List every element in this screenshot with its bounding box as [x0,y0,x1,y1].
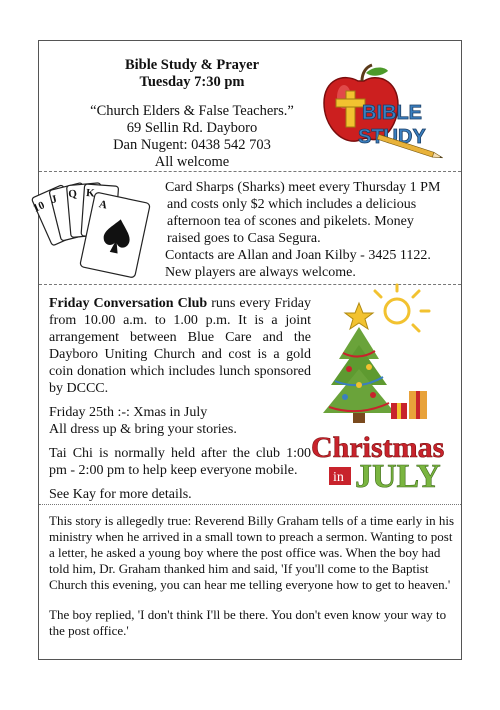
club-name: Friday Conversation Club [49,296,208,311]
xmas-dress-up: All dress up & bring your stories. [49,422,237,437]
bible-study-time: Tuesday 7:30 pm [139,74,245,90]
art-word-christmas: Christmas [311,431,445,464]
card-sharps-line: New players are always welcome. [165,265,356,280]
card-rank-a: A [97,198,109,212]
bible-study-notice [61,57,323,171]
bible-study-contact: Dan Nugent: 0438 542 703 [113,137,271,153]
billy-graham-story [49,513,457,653]
star-icon [345,303,373,329]
logo-word-study: STUDY [358,126,426,148]
bible-study-title: Bible Study & Prayer [124,57,260,73]
card-sharps-contacts: Contacts are Allan and Joan Kilby - 3425 1122. [165,248,431,263]
art-word-july: JULY [355,458,441,495]
story-paragraph: The boy replied, 'I don't think I'll be there. You don't even know your way to the post office.' [49,607,447,638]
logo-word-bible: BIBLE [362,102,422,124]
christmas-in-july-illustration [309,289,459,495]
card-rank-j: J [49,193,59,207]
gift-icon [391,391,427,419]
card-rank-q: Q [67,187,78,201]
tai-chi-note: Tai Chi is normally held after the club 1:00 pm - 2:00 pm to help keep everyone mobile. [49,446,311,478]
bible-study-topic: “Church Elders & False Teachers.” [90,103,294,119]
art-word-in: in [333,470,344,485]
bible-study-apple-logo [314,63,449,158]
card-sharps-line: raised goes to Casa Segura. [167,231,321,246]
playing-cards-illustration [31,179,157,277]
newsletter-page [31,40,462,660]
xmas-in-july-date: Friday 25th :-: Xmas in July [49,405,208,420]
see-kay-note: See Kay for more details. [49,487,192,502]
card-rank-10: 10 [31,199,47,215]
card-sharps-line: and costs only $2 which includes a delicious [167,197,417,212]
card-rank-k: K [85,187,95,200]
story-paragraph: This story is allegedly true: Reverend Billy Graham tells of a time early in his ministry when he arrived in a small town to preach a sermon. Wanting to post a letter, he asked a young boy where the post office was. When the boy had told him, Dr. Graham thanked him and said, 'If you'll come to the Baptist Church this evening, you can hear me telling everyone how to get to heaven.' [49,513,455,592]
club-intro: runs every Friday from 10.00 a.m. to 1.00 p.m. It is a joint arrangement between Blue Care and the Dayboro Uniting Church and cost is a gold coin donation which includes lunch sponsored by DCCC. [49,296,311,396]
bible-study-welcome: All welcome [154,154,230,170]
card-sharps-line: Card Sharps (Sharks) meet every Thursday 1 PM [165,180,441,195]
section-divider [39,171,461,172]
bible-study-address: 69 Sellin Rd. Dayboro [126,120,258,136]
christmas-tree-icon [323,327,395,423]
card-sharps-notice [165,179,455,281]
card-sharps-line: afternoon tea of scones and pikelets. Money [167,214,414,229]
conversation-club-notice [49,295,311,510]
section-divider [39,504,461,505]
sun-icon [375,285,429,331]
